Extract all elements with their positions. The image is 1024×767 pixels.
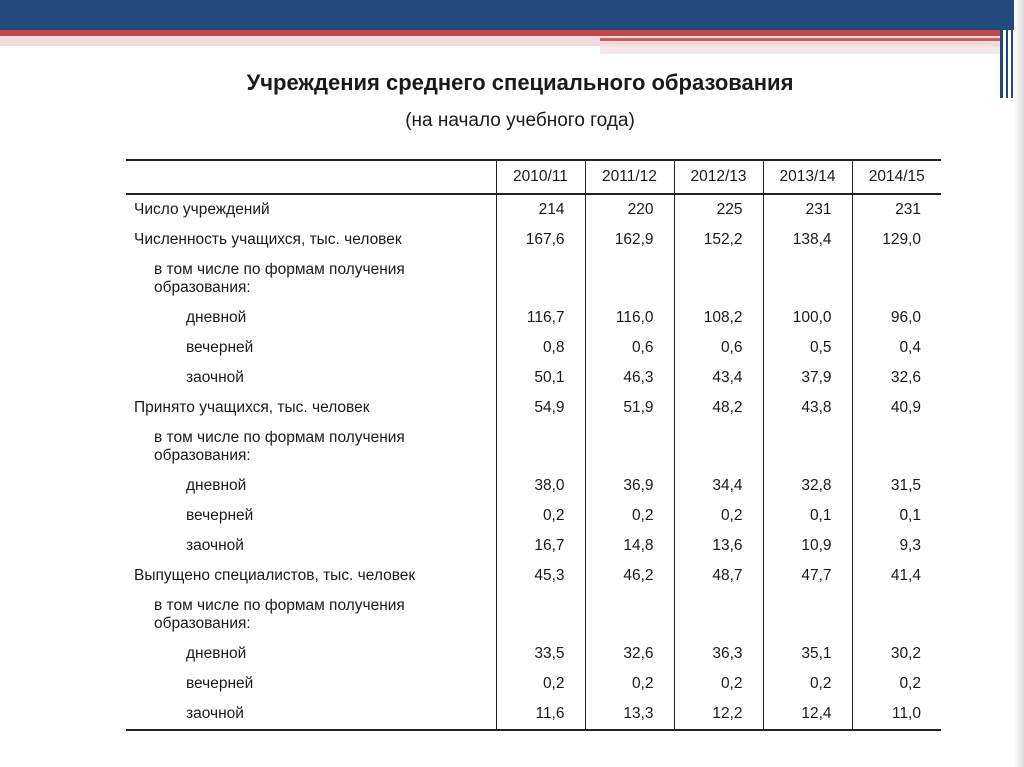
row-label: в том числе по формам получения образования: xyxy=(154,261,405,296)
table-row xyxy=(126,393,941,423)
value-cell: 0,2 xyxy=(674,501,763,531)
table-row xyxy=(126,639,941,669)
value-cell: 116,7 xyxy=(496,303,585,333)
value-cell: 14,8 xyxy=(585,531,674,561)
value-cell: 33,5 xyxy=(496,639,585,669)
statistics-table xyxy=(126,159,941,731)
value-cell: 54,9 xyxy=(496,393,585,423)
value-cell xyxy=(763,255,852,303)
value-cell: 30,2 xyxy=(852,639,941,669)
table-row xyxy=(126,531,941,561)
value-cell: 12,2 xyxy=(674,699,763,730)
value-cell: 220 xyxy=(585,194,674,225)
row-label: заочной xyxy=(126,699,496,730)
value-cell: 43,8 xyxy=(763,393,852,423)
value-cell: 0,8 xyxy=(496,333,585,363)
value-cell: 32,6 xyxy=(585,639,674,669)
table-row xyxy=(126,255,941,303)
table-row xyxy=(126,333,941,363)
value-cell: 50,1 xyxy=(496,363,585,393)
value-cell: 231 xyxy=(763,194,852,225)
value-cell: 225 xyxy=(674,194,763,225)
table-row xyxy=(126,561,941,591)
value-cell: 0,1 xyxy=(763,501,852,531)
row-label: дневной xyxy=(186,645,247,662)
value-cell: 167,6 xyxy=(496,225,585,255)
header-cell-year: 2010/11 xyxy=(496,160,585,194)
value-cell xyxy=(585,255,674,303)
page-title: Учреждения среднего специального образования xyxy=(246,70,794,95)
value-cell: 0,1 xyxy=(852,501,941,531)
value-cell: 16,7 xyxy=(496,531,585,561)
table-row xyxy=(126,471,941,501)
value-cell: 0,6 xyxy=(674,333,763,363)
value-cell xyxy=(496,591,585,639)
value-cell: 0,6 xyxy=(585,333,674,363)
header-accent-band-light xyxy=(600,46,1000,54)
row-label: вечерней xyxy=(186,675,254,692)
value-cell: 36,9 xyxy=(585,471,674,501)
value-cell: 32,8 xyxy=(763,471,852,501)
header-cell-year: 2014/15 xyxy=(852,160,941,194)
value-cell: 11,6 xyxy=(496,699,585,730)
value-cell: 47,7 xyxy=(763,561,852,591)
value-cell xyxy=(763,591,852,639)
row-label: дневной xyxy=(186,477,247,494)
table-row xyxy=(126,501,941,531)
row-label: в том числе по формам получения образования: xyxy=(154,597,405,632)
value-cell: 46,3 xyxy=(585,363,674,393)
value-cell: 41,4 xyxy=(852,561,941,591)
value-cell xyxy=(674,423,763,471)
value-cell: 32,6 xyxy=(852,363,941,393)
header-band xyxy=(0,0,1024,30)
table-row xyxy=(126,669,941,699)
value-cell: 51,9 xyxy=(585,393,674,423)
value-cell: 13,6 xyxy=(674,531,763,561)
value-cell: 34,4 xyxy=(674,471,763,501)
value-cell: 0,2 xyxy=(852,669,941,699)
value-cell xyxy=(852,255,941,303)
row-label: дневной xyxy=(186,309,247,326)
value-cell: 0,2 xyxy=(585,669,674,699)
value-cell: 214 xyxy=(496,194,585,225)
value-cell: 46,2 xyxy=(585,561,674,591)
value-cell: 108,2 xyxy=(674,303,763,333)
value-cell: 152,2 xyxy=(674,225,763,255)
row-label: вечерней xyxy=(186,339,254,356)
row-label: Число учреждений xyxy=(134,201,270,218)
row-label: Численность учащихся, тыс. человек xyxy=(134,231,402,248)
value-cell xyxy=(496,255,585,303)
table-body xyxy=(126,194,941,730)
value-cell: 12,4 xyxy=(763,699,852,730)
table-row xyxy=(126,363,941,393)
table-row xyxy=(126,591,941,639)
value-cell: 96,0 xyxy=(852,303,941,333)
value-cell: 0,2 xyxy=(585,501,674,531)
value-cell: 162,9 xyxy=(585,225,674,255)
value-cell: 31,5 xyxy=(852,471,941,501)
value-cell: 10,9 xyxy=(763,531,852,561)
row-label: вечерней xyxy=(186,507,254,524)
value-cell: 0,2 xyxy=(496,669,585,699)
value-cell: 37,9 xyxy=(763,363,852,393)
value-cell: 13,3 xyxy=(585,699,674,730)
value-cell: 0,2 xyxy=(763,669,852,699)
value-cell: 38,0 xyxy=(496,471,585,501)
value-cell: 0,2 xyxy=(674,669,763,699)
row-label: Принято учащихся, тыс. человек xyxy=(134,399,370,416)
value-cell xyxy=(496,423,585,471)
value-cell: 36,3 xyxy=(674,639,763,669)
value-cell xyxy=(763,423,852,471)
value-cell: 40,9 xyxy=(852,393,941,423)
header-accent-line xyxy=(600,38,1000,41)
value-cell: 129,0 xyxy=(852,225,941,255)
value-cell: 48,2 xyxy=(674,393,763,423)
value-cell: 45,3 xyxy=(496,561,585,591)
row-label: Выпущено специалистов, тыс. человек xyxy=(134,567,416,584)
row-label: заочной xyxy=(186,369,244,386)
value-cell xyxy=(674,255,763,303)
value-cell: 48,7 xyxy=(674,561,763,591)
value-cell xyxy=(852,423,941,471)
value-cell: 0,4 xyxy=(852,333,941,363)
row-label: в том числе по формам получения образования: xyxy=(154,429,405,464)
value-cell: 100,0 xyxy=(763,303,852,333)
value-cell: 9,3 xyxy=(852,531,941,561)
value-cell: 0,5 xyxy=(763,333,852,363)
value-cell: 116,0 xyxy=(585,303,674,333)
table-header-row xyxy=(126,160,941,194)
table-row xyxy=(126,699,941,730)
value-cell xyxy=(674,591,763,639)
page-subtitle: (на начало учебного года) xyxy=(405,110,635,131)
header-cell-label xyxy=(126,160,496,194)
value-cell: 231 xyxy=(852,194,941,225)
value-cell xyxy=(585,423,674,471)
header-cell-year: 2013/14 xyxy=(763,160,852,194)
header-cell-year: 2011/12 xyxy=(585,160,674,194)
header-cell-year: 2012/13 xyxy=(674,160,763,194)
table-row xyxy=(126,194,941,225)
row-label: заочной xyxy=(186,537,244,554)
value-cell: 11,0 xyxy=(852,699,941,730)
table-row xyxy=(126,423,941,471)
value-cell xyxy=(852,591,941,639)
value-cell: 138,4 xyxy=(763,225,852,255)
value-cell: 0,2 xyxy=(496,501,585,531)
table-row xyxy=(126,225,941,255)
value-cell: 35,1 xyxy=(763,639,852,669)
table-row xyxy=(126,303,941,333)
value-cell xyxy=(585,591,674,639)
value-cell: 43,4 xyxy=(674,363,763,393)
